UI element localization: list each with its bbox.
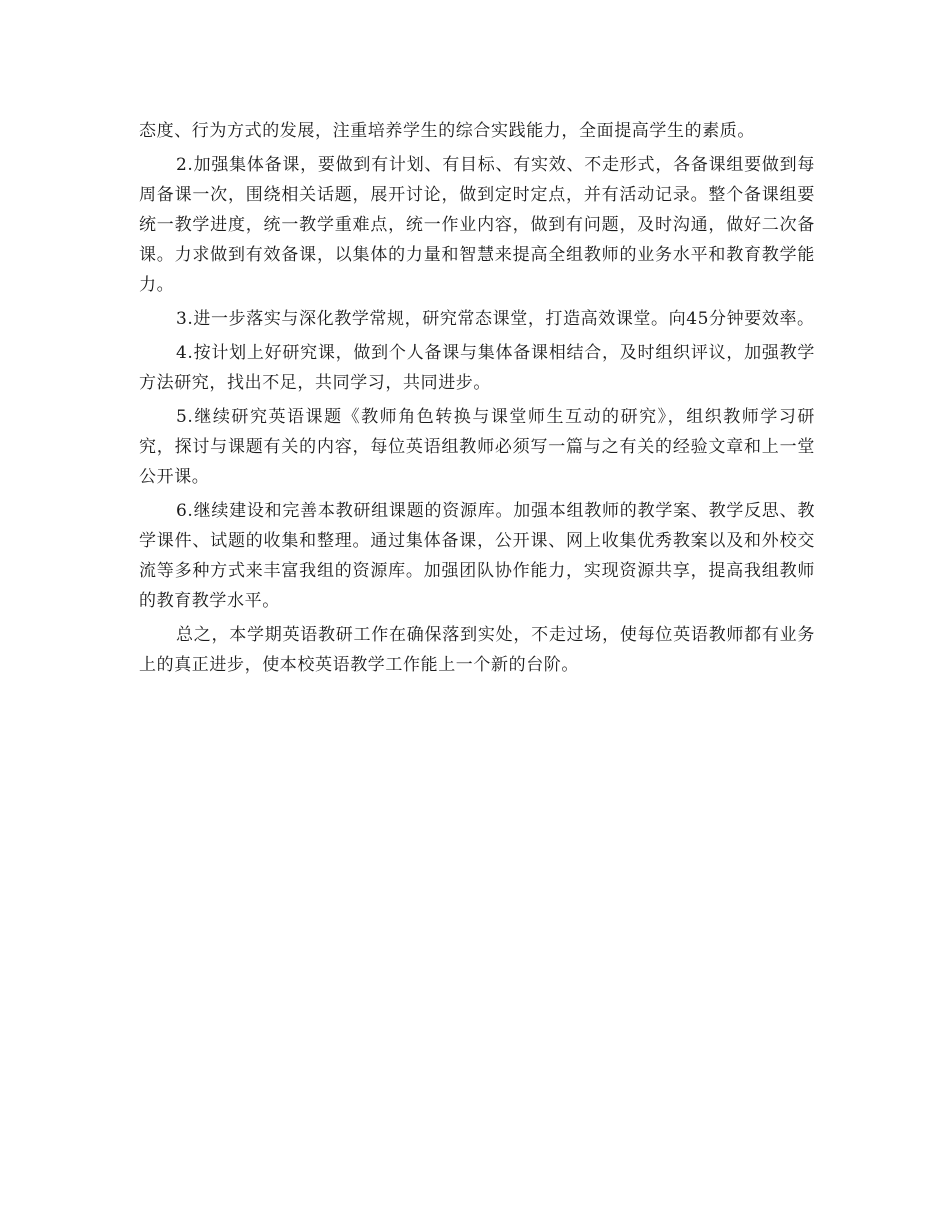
paragraph-item-3: 3.进一步落实与深化教学常规，研究常态课堂，打造高效课堂。向45分钟要效率。 xyxy=(176,309,815,329)
paragraph-summary: 总之，本学期英语教研工作在确保落到实处，不走过场，使每位英语教师都有业务上的真正进步，使本校英语教学工作能上一个新的台阶。 xyxy=(139,625,815,675)
paragraph-item-4: 4.按计划上好研究课，做到个人备课与集体备课相结合，及时组织评议，加强教学方法研究，找出不足，共同学习，共同进步。 xyxy=(139,343,815,393)
paragraph-item-5: 5.继续研究英语课题《教师角色转换与课堂师生互动的研究》，组织教师学习研究，探讨与课题有关的内容，每位英语组教师必须写一篇与之有关的经验文章和上一堂公开课。 xyxy=(139,407,815,487)
document-body xyxy=(139,116,815,684)
paragraph-item-6: 6.继续建设和完善本教研组课题的资源库。加强本组教师的教学案、教学反思、教学课件、试题的收集和整理。通过集体备课，公开课、网上收集优秀教案以及和外校交流等多种方式来丰富我组的资源库。加强团队协作能力，实现资源共享，提高我组教师的教育教学水平。 xyxy=(139,501,815,611)
paragraph-continuation: 态度、行为方式的发展，注重培养学生的综合实践能力，全面提高学生的素质。 xyxy=(139,121,755,141)
paragraph-item-2: 2.加强集体备课，要做到有计划、有目标、有实效、不走形式，各备课组要做到每周备课一次，围绕相关话题，展开讨论，做到定时定点，并有活动记录。整个备课组要统一教学进度，统一教学重难点，统一作业内容，做到有问题，及时沟通，做好二次备课。力求做到有效备课，以集体的力量和智慧来提高全组教师的业务水平和教育教学能力。 xyxy=(139,155,815,295)
